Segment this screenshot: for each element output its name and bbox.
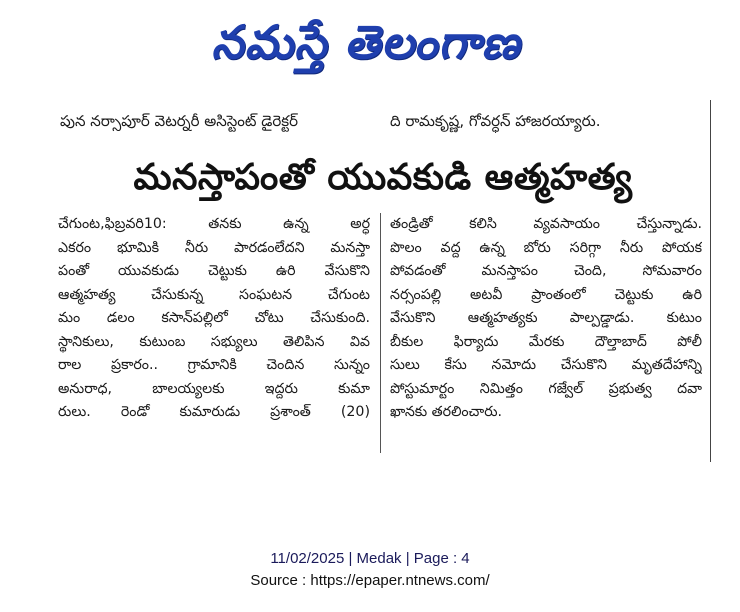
column-divider bbox=[380, 213, 381, 453]
news-clipping bbox=[58, 95, 708, 470]
topline-right-text: ది రామకృష్ణ, గోవర్ధన్ హాజరయ్యారు. bbox=[390, 112, 601, 130]
topline-left-text: పున నర్సాపూర్ వెటర్నరీ అసిస్టెంట్ డైరెక్టర్ bbox=[60, 112, 298, 130]
body-line: పోస్టుమార్టం నిమిత్తం గజ్వేల్ ప్రభుత్వ దవా bbox=[390, 380, 702, 397]
body-line: సులు కేసు నమోదు చేసుకొని మృతదేహాన్ని bbox=[390, 357, 702, 373]
body-line: బీకుల ఫిర్యాదు మేరకు దౌల్తాబాద్ పోలీ bbox=[390, 333, 702, 350]
body-line: ఆత్మహత్య చేసుకున్న సంఘటన చేగుంట bbox=[58, 286, 370, 303]
page-edge-divider bbox=[710, 100, 711, 462]
body-line: ఎకరం భూమికి నీరు పారడంలేదని మనస్తా bbox=[58, 239, 370, 256]
body-line: రాల ప్రకారం.. గ్రామానికి చెందిన సున్నం bbox=[58, 357, 370, 373]
newspaper-logo: నమస్తే తెలంగాణ bbox=[209, 15, 531, 69]
body-line: తండ్రితో కలిసి వ్యవసాయం చేస్తున్నాడు. bbox=[390, 216, 702, 232]
article-column-left bbox=[58, 213, 370, 425]
body-line: చేగుంట,ఫిబ్రవరి10: తనకు ఉన్న అర్ధ bbox=[58, 216, 370, 232]
body-line: మం డలం కసాన్‌పల్లిలో చోటు చేసుకుంది. bbox=[58, 310, 370, 326]
body-line: వేసుకొని ఆత్మహత్యకు పాల్పడ్డాడు. కుటుం bbox=[390, 310, 702, 326]
source-link[interactable]: Source : https://epaper.ntnews.com/ bbox=[250, 572, 490, 589]
edition-info: 11/02/2025 | Medak | Page : 4 bbox=[270, 550, 470, 567]
clipping-footer bbox=[0, 548, 740, 592]
body-line: అనురాధ, బాలయ్యలకు ఇద్దరు కుమా bbox=[58, 380, 370, 397]
article-column-right bbox=[390, 213, 702, 425]
body-line: పొలం వద్ద ఉన్న బోరు సరిగ్గా నీరు పోయక bbox=[390, 239, 702, 256]
article-headline: మనస్తాపంతో యువకుడి ఆత్మహత్య bbox=[133, 157, 633, 198]
body-line: ఖానకు తరలించారు. bbox=[390, 404, 503, 420]
body-line: పంతో యువకుడు చెట్టుకు ఉరి వేసుకొని bbox=[58, 263, 370, 279]
body-line: స్థానికులు, కుటుంబ సభ్యులు తెలిపిన వివ bbox=[58, 333, 370, 350]
body-line: నర్సంపల్లి అటవీ ప్రాంతంలో చెట్టుకు ఉరి bbox=[390, 286, 702, 303]
body-line: రులు. రెండో కుమారుడు ప్రశాంత్ (20) bbox=[58, 404, 370, 420]
previous-article-tail bbox=[58, 107, 708, 135]
body-line: పోవడంతో మనస్తాపం చెంది, సోమవారం bbox=[390, 263, 702, 279]
masthead bbox=[0, 4, 740, 84]
